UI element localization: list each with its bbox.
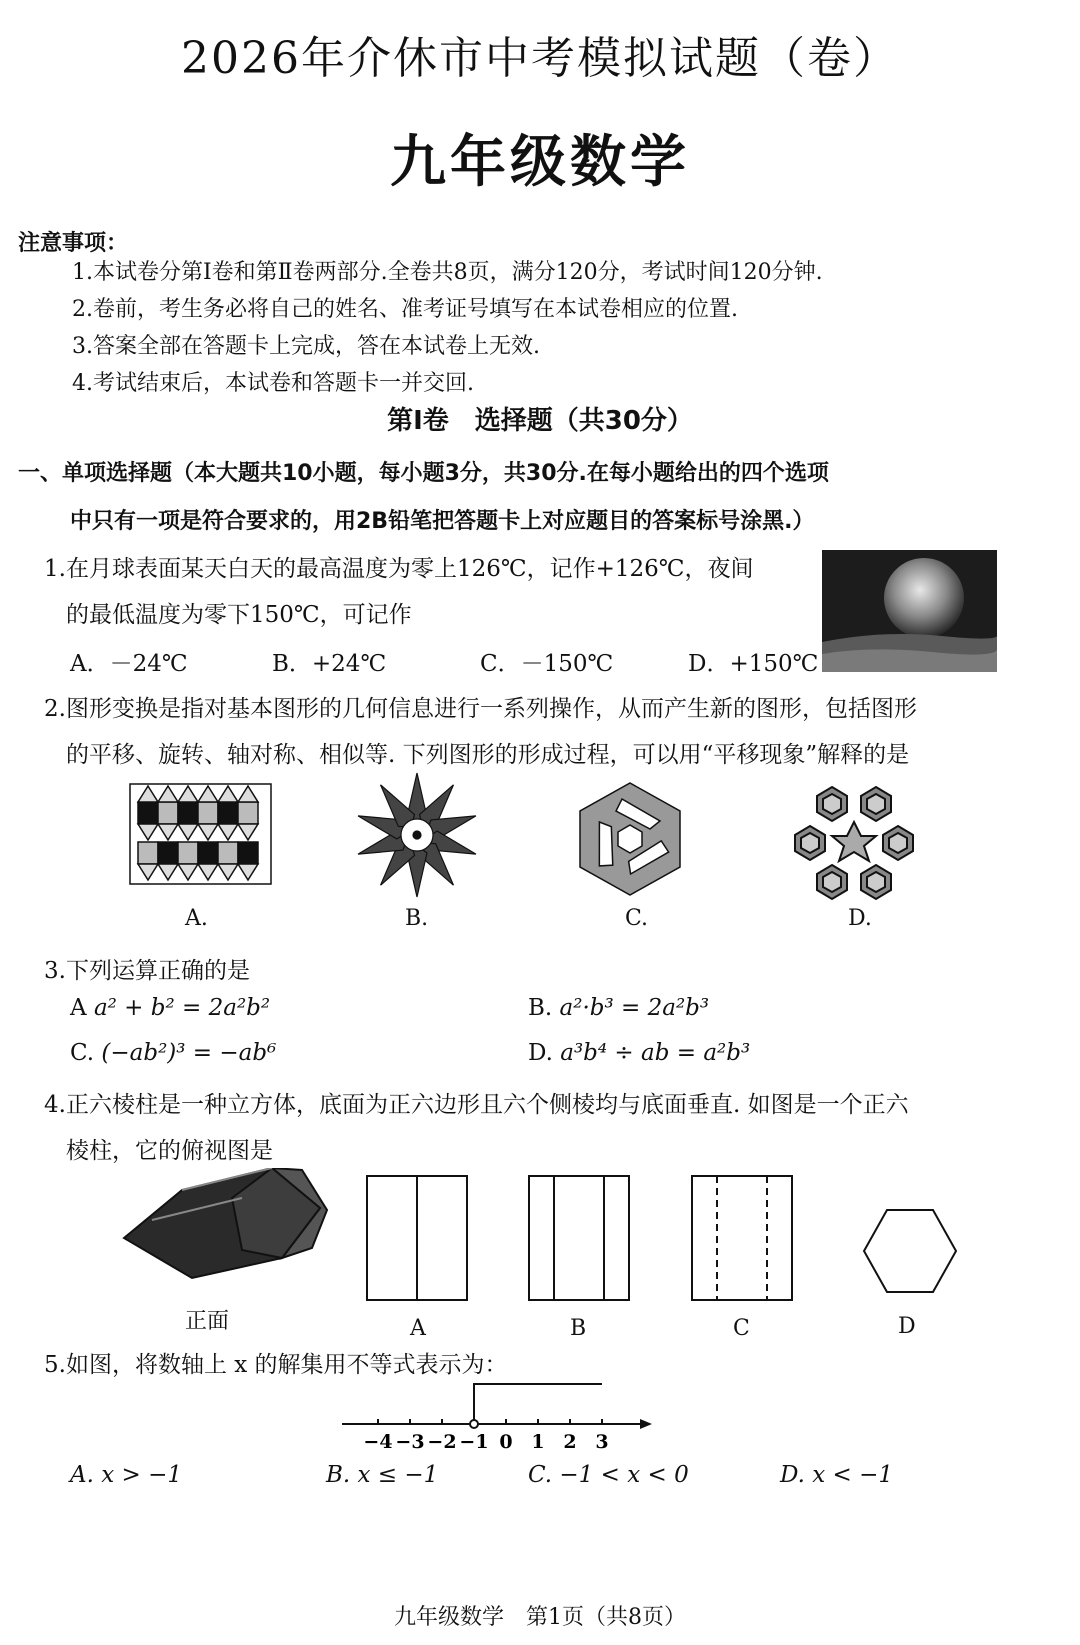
number-line-tick-label: 1 xyxy=(531,1431,545,1453)
q4-option-c-figure xyxy=(690,1174,794,1302)
q2-figure-b-flower xyxy=(348,772,486,898)
q2-label-d: D. xyxy=(848,906,872,931)
q5-option-a xyxy=(70,1462,182,1488)
q2-line1: 2.图形变换是指对基本图形的几何信息进行一系列操作，从而产生新的图形，包括图形 xyxy=(44,696,917,722)
q3-option-a-label: A xyxy=(70,995,87,1021)
q1-option-b: B．+24℃ xyxy=(272,651,387,677)
q1-option-a: A．－24℃ xyxy=(70,651,188,677)
q3-option-d xyxy=(528,1040,750,1066)
q3-stem: 3.下列运算正确的是 xyxy=(44,958,250,984)
q1-line2: 的最低温度为零下150℃，可记作 xyxy=(66,602,412,628)
note-item-2: 2.卷前，考生务必将自己的姓名、准考证号填写在本试卷相应的位置. xyxy=(72,297,738,322)
q2-figure-c-hexagon-swirl xyxy=(568,782,693,897)
q4-label-b: B xyxy=(570,1316,587,1341)
note-item-3: 3.答案全部在答题卡上完成，答在本试卷上无效. xyxy=(72,334,540,359)
q4-line1: 4.正六棱柱是一种立方体，底面为正六边形且六个侧棱均与底面垂直. 如图是一个正六 xyxy=(44,1092,909,1118)
page-footer: 九年级数学 第1页（共8页） xyxy=(394,1605,686,1630)
q2-label-b: B. xyxy=(405,906,429,931)
q4-label-a: A xyxy=(410,1316,426,1341)
q3-option-d-label: D. xyxy=(528,1040,553,1066)
q2-label-a: A. xyxy=(185,906,208,931)
number-line-tick-label: −3 xyxy=(395,1431,425,1453)
q5-option-a-text: A. x > −1 xyxy=(70,1462,183,1488)
q3-option-d-expr: a³b⁴ ÷ ab = a²b³ xyxy=(560,1040,751,1066)
q5-number-line xyxy=(338,1374,658,1456)
q2-figure-a-tiling xyxy=(128,782,273,886)
q5-option-c xyxy=(528,1462,689,1488)
number-line-tick-label: −1 xyxy=(459,1431,489,1453)
q5-option-d xyxy=(780,1462,893,1488)
q2-line2: 的平移、旋转、轴对称、相似等. 下列图形的形成过程，可以用“平移现象”解释的是 xyxy=(66,742,910,768)
q4-hexagonal-prism xyxy=(122,1168,332,1298)
q4-front-label: 正面 xyxy=(185,1309,230,1334)
q1-option-d: D．+150℃ xyxy=(688,651,819,677)
part-instructions-line2: 中只有一项是符合要求的，用2B铅笔把答题卡上对应题目的答案标号涂黑.） xyxy=(70,509,815,534)
number-line-tick-label: −4 xyxy=(363,1431,393,1453)
q5-option-d-text: D. x < −1 xyxy=(780,1462,894,1488)
subject-title: 九年级数学 xyxy=(390,130,690,195)
q3-option-c-expr: (−ab²)³ = −ab⁶ xyxy=(101,1040,277,1066)
q5-stem: 5.如图，将数轴上 x 的解集用不等式表示为： xyxy=(44,1352,508,1378)
q4-option-d-hexagon xyxy=(862,1208,958,1294)
note-item-1: 1.本试卷分第Ⅰ卷和第Ⅱ卷两部分.全卷共8页，满分120分，考试时间120分钟. xyxy=(72,260,823,285)
q2-label-c: C. xyxy=(625,906,649,931)
q3-option-c-label: C. xyxy=(70,1040,95,1066)
number-line-tick-label: 2 xyxy=(563,1431,577,1453)
q1-option-c: C．－150℃ xyxy=(480,651,614,677)
q1-line1: 1.在月球表面某天白天的最高温度为零上126℃，记作+126℃，夜间 xyxy=(44,556,754,582)
q2-figure-d-hexagon-cluster xyxy=(792,784,916,902)
q4-option-b-figure xyxy=(527,1174,631,1302)
q3-option-b-expr: a²·b³ = 2a²b³ xyxy=(559,995,710,1021)
number-line-tick-label: −2 xyxy=(427,1431,457,1453)
q3-option-b xyxy=(528,995,709,1021)
q3-option-c xyxy=(70,1040,276,1066)
q3-option-a xyxy=(70,995,270,1021)
notes-heading: 注意事项： xyxy=(18,231,129,256)
part-instructions-line1: 一、单项选择题（本大题共10小题，每小题3分，共30分.在每小题给出的四个选项 xyxy=(18,461,829,486)
number-line-tick-label: 0 xyxy=(499,1431,513,1453)
q4-line2: 棱柱，它的俯视图是 xyxy=(66,1138,273,1164)
q5-option-c-text: C. −1 < x < 0 xyxy=(528,1462,689,1488)
q4-option-a-figure xyxy=(365,1174,469,1302)
number-line-tick-label: 3 xyxy=(595,1431,609,1453)
solution-set-bracket xyxy=(474,1384,602,1424)
q4-label-d: D xyxy=(898,1314,916,1339)
moon-earth-photo xyxy=(822,550,997,672)
number-line-arrow xyxy=(640,1419,652,1429)
q3-option-b-label: B. xyxy=(528,995,553,1021)
section-title: 第Ⅰ卷 选择题（共30分） xyxy=(387,406,693,436)
q3-option-a-expr: a² + b² = 2a²b² xyxy=(93,995,271,1021)
exam-title: 2026年介休市中考模拟试题（卷） xyxy=(181,33,899,84)
q4-label-c: C xyxy=(733,1316,750,1341)
open-circle-boundary xyxy=(470,1420,478,1428)
q5-option-b xyxy=(326,1462,438,1488)
note-item-4: 4.考试结束后，本试卷和答题卡一并交回. xyxy=(72,371,474,396)
q5-option-b-text: B. x ≤ −1 xyxy=(326,1462,439,1488)
